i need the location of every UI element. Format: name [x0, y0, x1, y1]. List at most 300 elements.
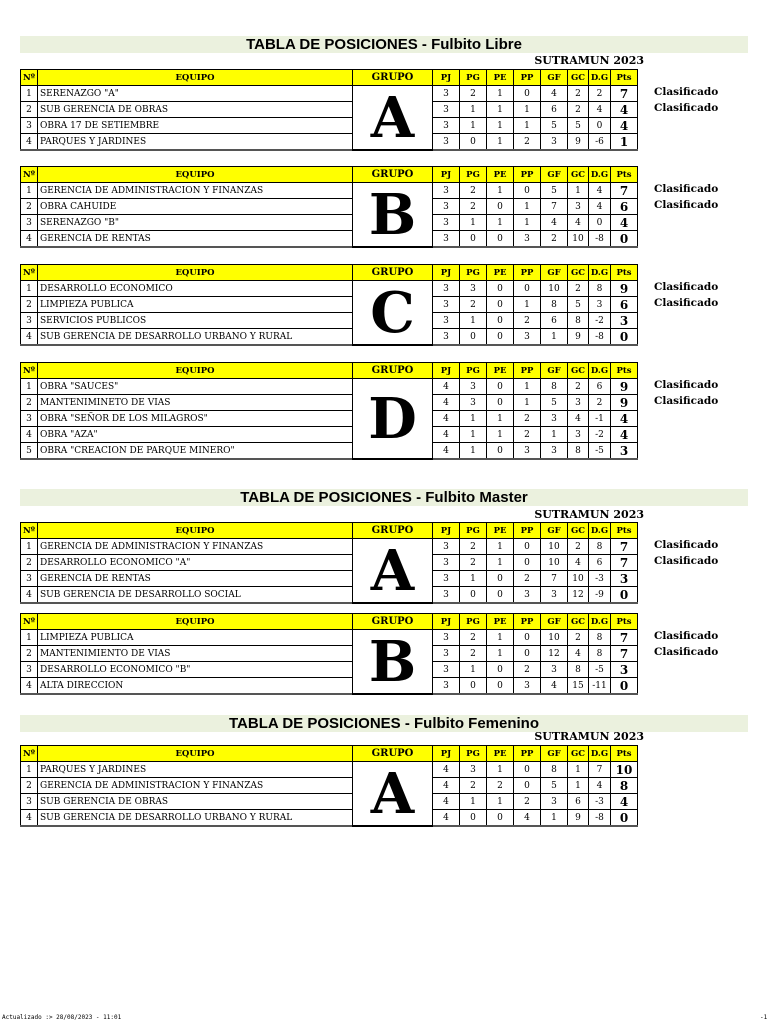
stat-pe: 0: [487, 313, 514, 329]
position-number: 1: [21, 281, 38, 297]
stat-pe: 1: [487, 102, 514, 118]
stat-gf: 5: [541, 395, 568, 411]
header-pg: PG: [460, 265, 487, 281]
header-pg: PG: [460, 363, 487, 379]
stat-pe: 0: [487, 329, 514, 346]
position-number: 4: [21, 678, 38, 695]
header-pts: Pts: [611, 265, 638, 281]
stat-pe: 1: [487, 215, 514, 231]
stat-pts: 3: [611, 313, 638, 329]
stat-pp: 2: [514, 313, 541, 329]
position-number: 2: [21, 555, 38, 571]
header-gc: GC: [568, 363, 589, 379]
qualified-label: Clasificado: [654, 297, 719, 309]
qualified-label: Clasificado: [654, 102, 719, 114]
header-gf: GF: [541, 70, 568, 86]
table-row: [21, 587, 638, 604]
position-number: 3: [21, 794, 38, 810]
section-subtitle: SUTRAMUN 2023: [534, 730, 644, 743]
stat-gf: 10: [541, 630, 568, 646]
table-header-row: [21, 265, 638, 281]
stat-pp: 1: [514, 297, 541, 313]
stat-pp: 2: [514, 411, 541, 427]
stat-pg: 1: [460, 571, 487, 587]
header-dg: D.G: [589, 70, 611, 86]
stat-pj: 3: [433, 281, 460, 297]
stat-pp: 0: [514, 778, 541, 794]
header-gf: GF: [541, 523, 568, 539]
team-name: OBRA "SEÑOR DE LOS MILAGROS": [38, 411, 353, 427]
header-pj: PJ: [433, 167, 460, 183]
header-num: Nº: [21, 167, 38, 183]
stat-dg: -2: [589, 313, 611, 329]
table-header-row: [21, 363, 638, 379]
table-row: [21, 395, 638, 411]
stat-pp: 0: [514, 630, 541, 646]
team-name: GERENCIA DE RENTAS: [38, 571, 353, 587]
stat-pe: 0: [487, 810, 514, 827]
team-name: PARQUES Y JARDINES: [38, 134, 353, 151]
stat-pts: 7: [611, 555, 638, 571]
stat-pe: 0: [487, 587, 514, 604]
position-number: 4: [21, 810, 38, 827]
stat-pts: 6: [611, 297, 638, 313]
stat-pj: 3: [433, 571, 460, 587]
qualified-label: Clasificado: [654, 395, 719, 407]
stat-pts: 4: [611, 118, 638, 134]
stat-pg: 0: [460, 810, 487, 827]
header-pts: Pts: [611, 523, 638, 539]
stat-pp: 0: [514, 86, 541, 102]
stat-gc: 2: [568, 379, 589, 395]
stat-pj: 3: [433, 134, 460, 151]
header-num: Nº: [21, 746, 38, 762]
stat-pg: 1: [460, 427, 487, 443]
position-number: 2: [21, 646, 38, 662]
stat-gf: 8: [541, 762, 568, 778]
stat-pts: 8: [611, 778, 638, 794]
table-row: [21, 427, 638, 443]
stat-pg: 3: [460, 762, 487, 778]
team-name: GERENCIA DE ADMINISTRACION Y FINANZAS: [38, 778, 353, 794]
stat-dg: 4: [589, 183, 611, 199]
header-gc: GC: [568, 265, 589, 281]
team-name: SERENAZGO "A": [38, 86, 353, 102]
stat-pe: 1: [487, 794, 514, 810]
stat-pts: 0: [611, 231, 638, 248]
stat-pp: 2: [514, 134, 541, 151]
stat-pts: 9: [611, 281, 638, 297]
group-table: [20, 613, 638, 695]
position-number: 2: [21, 778, 38, 794]
team-name: ALTA DIRECCION: [38, 678, 353, 695]
stat-pp: 0: [514, 646, 541, 662]
stat-gf: 4: [541, 678, 568, 695]
header-team: EQUIPO: [38, 363, 353, 379]
section-title: TABLA DE POSICIONES - Fulbito Master: [20, 489, 748, 506]
stat-pts: 7: [611, 646, 638, 662]
table-row: [21, 231, 638, 248]
position-number: 1: [21, 86, 38, 102]
table-row: [21, 199, 638, 215]
stat-dg: -9: [589, 587, 611, 604]
header-team: EQUIPO: [38, 746, 353, 762]
team-name: DESARROLLO ECONOMICO "B": [38, 662, 353, 678]
header-pj: PJ: [433, 614, 460, 630]
header-pts: Pts: [611, 167, 638, 183]
header-pp: PP: [514, 614, 541, 630]
stat-pg: 2: [460, 199, 487, 215]
stat-pe: 0: [487, 199, 514, 215]
group-letter: D: [353, 379, 433, 460]
team-name: SERVICIOS PUBLICOS: [38, 313, 353, 329]
header-pts: Pts: [611, 363, 638, 379]
stat-gf: 3: [541, 587, 568, 604]
position-number: 3: [21, 662, 38, 678]
stat-dg: 8: [589, 646, 611, 662]
stat-gf: 5: [541, 118, 568, 134]
stat-pg: 1: [460, 662, 487, 678]
stat-gf: 10: [541, 281, 568, 297]
stat-pe: 1: [487, 86, 514, 102]
stat-gf: 4: [541, 215, 568, 231]
stat-pj: 4: [433, 810, 460, 827]
team-name: PARQUES Y JARDINES: [38, 762, 353, 778]
stat-pg: 0: [460, 231, 487, 248]
table-row: [21, 443, 638, 460]
position-number: 4: [21, 587, 38, 604]
header-pp: PP: [514, 746, 541, 762]
footer-updated: Actualizado :> 28/08/2023 - 11:01: [2, 1014, 122, 1021]
table-row: [21, 313, 638, 329]
stat-dg: -5: [589, 662, 611, 678]
stat-pg: 1: [460, 794, 487, 810]
table-header-row: [21, 523, 638, 539]
header-pj: PJ: [433, 746, 460, 762]
stat-pp: 1: [514, 199, 541, 215]
team-name: SERENAZGO "B": [38, 215, 353, 231]
header-pg: PG: [460, 70, 487, 86]
qualified-label: Clasificado: [654, 86, 719, 98]
header-group: GRUPO: [353, 363, 433, 379]
table-row: [21, 762, 638, 778]
position-number: 1: [21, 379, 38, 395]
stat-pg: 3: [460, 395, 487, 411]
stat-gc: 2: [568, 86, 589, 102]
table-row: [21, 810, 638, 827]
stat-pg: 0: [460, 134, 487, 151]
stat-pe: 1: [487, 134, 514, 151]
stat-gc: 1: [568, 762, 589, 778]
stat-pts: 7: [611, 183, 638, 199]
stat-pp: 2: [514, 794, 541, 810]
stat-pj: 3: [433, 199, 460, 215]
stat-gf: 5: [541, 183, 568, 199]
stat-gc: 5: [568, 297, 589, 313]
stat-pj: 3: [433, 297, 460, 313]
header-dg: D.G: [589, 614, 611, 630]
stat-pe: 0: [487, 443, 514, 460]
stat-gc: 5: [568, 118, 589, 134]
stat-gc: 1: [568, 183, 589, 199]
header-team: EQUIPO: [38, 614, 353, 630]
stat-pg: 3: [460, 379, 487, 395]
header-pg: PG: [460, 746, 487, 762]
table-row: [21, 662, 638, 678]
stat-pe: 1: [487, 427, 514, 443]
header-num: Nº: [21, 70, 38, 86]
stat-pj: 3: [433, 118, 460, 134]
stat-pe: 1: [487, 555, 514, 571]
stat-pts: 4: [611, 215, 638, 231]
stat-pp: 2: [514, 662, 541, 678]
stat-pg: 2: [460, 297, 487, 313]
stat-pj: 3: [433, 646, 460, 662]
stat-gf: 1: [541, 810, 568, 827]
stat-pg: 3: [460, 281, 487, 297]
header-team: EQUIPO: [38, 167, 353, 183]
group-letter: B: [353, 630, 433, 695]
header-dg: D.G: [589, 167, 611, 183]
header-gf: GF: [541, 167, 568, 183]
team-name: DESARROLLO ECONOMICO: [38, 281, 353, 297]
table-row: [21, 778, 638, 794]
stat-pj: 3: [433, 313, 460, 329]
stat-dg: -8: [589, 231, 611, 248]
stat-pe: 2: [487, 778, 514, 794]
stat-pg: 2: [460, 646, 487, 662]
stat-pts: 7: [611, 539, 638, 555]
stat-pp: 1: [514, 215, 541, 231]
stat-gc: 4: [568, 411, 589, 427]
stat-dg: -6: [589, 134, 611, 151]
header-dg: D.G: [589, 523, 611, 539]
qualified-label: Clasificado: [654, 281, 719, 293]
stat-dg: 0: [589, 215, 611, 231]
header-pg: PG: [460, 614, 487, 630]
stat-pe: 1: [487, 118, 514, 134]
stat-dg: 4: [589, 199, 611, 215]
qualified-label: Clasificado: [654, 183, 719, 195]
stat-pts: 0: [611, 329, 638, 346]
stat-pp: 0: [514, 539, 541, 555]
stat-gf: 3: [541, 443, 568, 460]
group-table: [20, 69, 638, 151]
position-number: 4: [21, 134, 38, 151]
header-dg: D.G: [589, 746, 611, 762]
header-gf: GF: [541, 363, 568, 379]
group-letter: A: [353, 86, 433, 151]
stat-pe: 1: [487, 183, 514, 199]
stat-dg: -8: [589, 810, 611, 827]
stat-pe: 0: [487, 297, 514, 313]
stat-dg: 6: [589, 379, 611, 395]
stat-gf: 4: [541, 86, 568, 102]
header-pp: PP: [514, 265, 541, 281]
header-pe: PE: [487, 265, 514, 281]
stat-pe: 0: [487, 678, 514, 695]
stat-dg: -11: [589, 678, 611, 695]
stat-pts: 0: [611, 587, 638, 604]
stat-pe: 1: [487, 762, 514, 778]
header-team: EQUIPO: [38, 523, 353, 539]
stat-pp: 2: [514, 427, 541, 443]
stat-gf: 8: [541, 379, 568, 395]
stat-pj: 3: [433, 231, 460, 248]
header-pp: PP: [514, 363, 541, 379]
stat-pp: 3: [514, 329, 541, 346]
stat-dg: -8: [589, 329, 611, 346]
stat-pj: 3: [433, 215, 460, 231]
stat-pg: 0: [460, 678, 487, 695]
stat-pj: 3: [433, 587, 460, 604]
stat-gf: 7: [541, 571, 568, 587]
stat-dg: 4: [589, 778, 611, 794]
group-table: [20, 166, 638, 248]
position-number: 2: [21, 297, 38, 313]
stat-pp: 0: [514, 183, 541, 199]
stat-gf: 3: [541, 794, 568, 810]
stat-gf: 3: [541, 411, 568, 427]
position-number: 2: [21, 395, 38, 411]
stat-dg: 0: [589, 118, 611, 134]
team-name: GERENCIA DE ADMINISTRACION Y FINANZAS: [38, 539, 353, 555]
stat-gc: 2: [568, 630, 589, 646]
stat-gc: 4: [568, 646, 589, 662]
table-header-row: [21, 746, 638, 762]
stat-gc: 9: [568, 329, 589, 346]
position-number: 2: [21, 199, 38, 215]
team-name: LIMPIEZA PUBLICA: [38, 297, 353, 313]
stat-dg: 6: [589, 555, 611, 571]
position-number: 1: [21, 183, 38, 199]
stat-pj: 4: [433, 395, 460, 411]
section-subtitle: SUTRAMUN 2023: [534, 54, 644, 67]
stat-pg: 0: [460, 587, 487, 604]
stat-pe: 0: [487, 395, 514, 411]
team-name: SUB GERENCIA DE DESARROLLO URBANO Y RURAL: [38, 329, 353, 346]
header-dg: D.G: [589, 265, 611, 281]
stat-pp: 0: [514, 281, 541, 297]
table-header-row: [21, 70, 638, 86]
table-row: [21, 281, 638, 297]
table-row: [21, 555, 638, 571]
stat-pp: 1: [514, 118, 541, 134]
team-name: OBRA 17 DE SETIEMBRE: [38, 118, 353, 134]
header-group: GRUPO: [353, 523, 433, 539]
team-name: SUB GERENCIA DE OBRAS: [38, 102, 353, 118]
stat-pg: 1: [460, 118, 487, 134]
stat-pts: 3: [611, 443, 638, 460]
table-row: [21, 571, 638, 587]
position-number: 1: [21, 630, 38, 646]
header-pe: PE: [487, 363, 514, 379]
header-num: Nº: [21, 265, 38, 281]
table-row: [21, 411, 638, 427]
header-group: GRUPO: [353, 265, 433, 281]
header-group: GRUPO: [353, 746, 433, 762]
team-name: GERENCIA DE RENTAS: [38, 231, 353, 248]
stat-pj: 4: [433, 443, 460, 460]
stat-pts: 7: [611, 630, 638, 646]
stat-gf: 6: [541, 102, 568, 118]
position-number: 4: [21, 231, 38, 248]
stat-pj: 3: [433, 183, 460, 199]
stat-pg: 1: [460, 215, 487, 231]
team-name: SUB GERENCIA DE DESARROLLO URBANO Y RURAL: [38, 810, 353, 827]
stat-pg: 1: [460, 443, 487, 460]
table-row: [21, 539, 638, 555]
qualified-label: Clasificado: [654, 630, 719, 642]
header-team: EQUIPO: [38, 265, 353, 281]
stat-pts: 9: [611, 395, 638, 411]
stat-gc: 8: [568, 662, 589, 678]
header-num: Nº: [21, 363, 38, 379]
stat-gc: 6: [568, 794, 589, 810]
table-row: [21, 630, 638, 646]
stat-pj: 4: [433, 778, 460, 794]
stat-gf: 3: [541, 134, 568, 151]
header-pg: PG: [460, 167, 487, 183]
group-letter: A: [353, 539, 433, 604]
stat-pts: 9: [611, 379, 638, 395]
stat-gf: 7: [541, 199, 568, 215]
stat-pj: 4: [433, 762, 460, 778]
stat-gc: 4: [568, 215, 589, 231]
stat-dg: 3: [589, 297, 611, 313]
table-row: [21, 183, 638, 199]
stat-pj: 3: [433, 329, 460, 346]
stat-pe: 0: [487, 281, 514, 297]
stat-pg: 2: [460, 630, 487, 646]
header-pts: Pts: [611, 70, 638, 86]
position-number: 1: [21, 539, 38, 555]
table-row: [21, 102, 638, 118]
stat-dg: -5: [589, 443, 611, 460]
stat-pj: 4: [433, 411, 460, 427]
stat-pp: 1: [514, 102, 541, 118]
stat-pj: 3: [433, 86, 460, 102]
group-table: [20, 745, 638, 827]
table-row: [21, 86, 638, 102]
stat-pg: 2: [460, 539, 487, 555]
stat-gc: 3: [568, 199, 589, 215]
header-gc: GC: [568, 614, 589, 630]
stat-pts: 4: [611, 794, 638, 810]
stat-dg: 4: [589, 102, 611, 118]
table-row: [21, 118, 638, 134]
stat-dg: 8: [589, 281, 611, 297]
header-gf: GF: [541, 746, 568, 762]
stat-gf: 8: [541, 297, 568, 313]
stat-gf: 10: [541, 539, 568, 555]
team-name: OBRA "SAUCES": [38, 379, 353, 395]
stat-gf: 6: [541, 313, 568, 329]
table-header-row: [21, 167, 638, 183]
position-number: 3: [21, 118, 38, 134]
stat-gf: 5: [541, 778, 568, 794]
stat-pj: 3: [433, 102, 460, 118]
stat-pe: 1: [487, 630, 514, 646]
stat-pj: 3: [433, 662, 460, 678]
stat-gf: 12: [541, 646, 568, 662]
stat-dg: -2: [589, 427, 611, 443]
group-letter: A: [353, 762, 433, 827]
qualified-label: Clasificado: [654, 199, 719, 211]
stat-pe: 0: [487, 379, 514, 395]
stat-pts: 7: [611, 86, 638, 102]
team-name: SUB GERENCIA DE DESARROLLO SOCIAL: [38, 587, 353, 604]
